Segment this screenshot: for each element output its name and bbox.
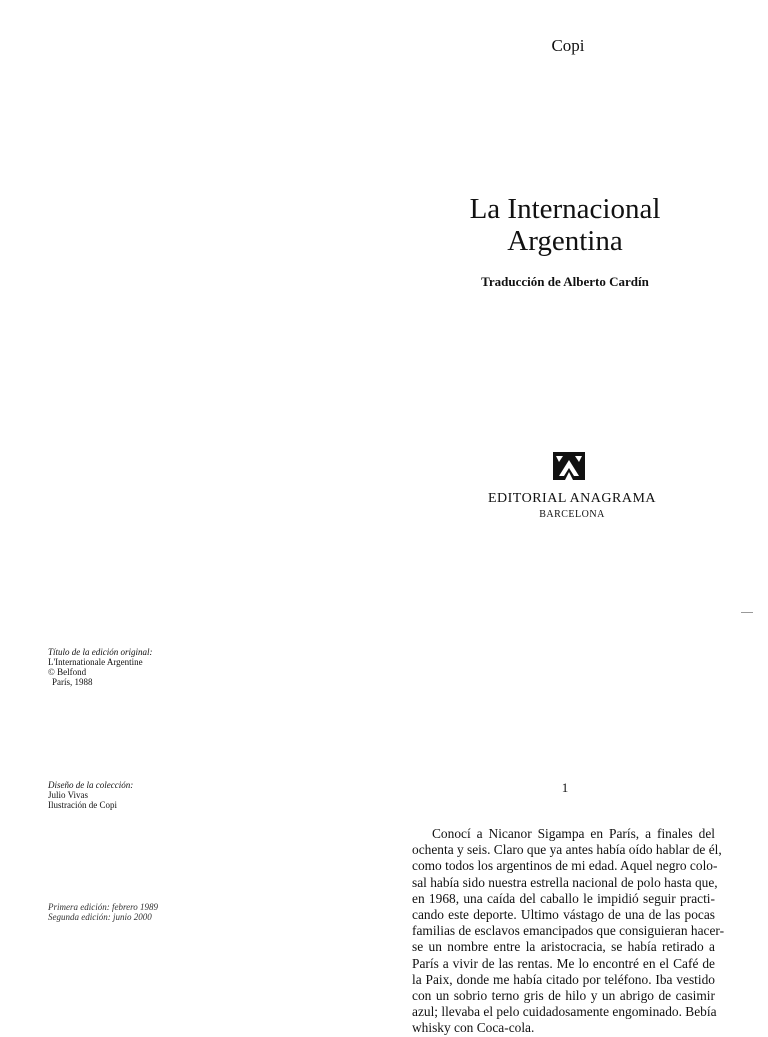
publisher-name: EDITORIAL ANAGRAMA — [487, 491, 657, 506]
copyright-line: © Belfond — [48, 667, 87, 677]
design-label: Diseño de la colección: — [48, 780, 134, 790]
page-edge-mark — [741, 612, 753, 613]
body-line: ochenta y seis. Claro que ya antes había oído hablar de él, — [412, 842, 722, 858]
body-line: whisky con Coca-cola. — [412, 1020, 535, 1036]
original-title: L'Internationale Argentine — [48, 657, 143, 667]
body-line: cando este deporte. Ultimo vástago de una de las pocas — [412, 907, 715, 923]
design-credits — [48, 780, 248, 810]
designer-name: Julio Vivas — [48, 790, 89, 800]
original-title-label: Título de la edición original: — [48, 647, 153, 657]
anagrama-logo-icon — [553, 452, 585, 480]
second-edition: Segunda edición: junio 2000 — [48, 912, 152, 922]
body-line: sal había sido nuestra estrella nacional de polo hasta que, — [412, 874, 718, 890]
body-line: Conocí a Nicanor Sigampa en París, a finales del — [432, 826, 715, 841]
book-title-line-1: La Internacional — [469, 193, 661, 225]
body-line: con un sobrio terno gris de hilo y un abrigo de casimir — [412, 988, 715, 1004]
book-title-line-2: Argentina — [507, 225, 623, 257]
translator-credit: Traducción de Alberto Cardín — [481, 274, 649, 289]
author-name: Copi — [551, 36, 585, 55]
book-title — [440, 193, 690, 257]
body-line: se un nombre entre la aristocracia, se había retirado a — [412, 939, 715, 955]
body-line: la Paix, donde me había citado por teléfono. Iba vestido — [412, 971, 715, 987]
first-edition: Primera edición: febrero 1989 — [48, 902, 159, 912]
chapter-body — [412, 826, 725, 1037]
chapter-number: 1 — [561, 780, 569, 795]
body-line: en 1968, una caída del caballo le impidió seguir practi- — [412, 890, 715, 906]
body-line: como todos los argentinos de mi edad. Aquel negro colo- — [412, 858, 718, 874]
illustration-credit: Ilustración de Copi — [48, 800, 117, 810]
publisher-city: BARCELONA — [539, 509, 605, 520]
original-edition-info — [48, 647, 248, 687]
place-year: París, 1988 — [52, 677, 93, 687]
body-line: azul; llevaba el pelo cuidadosamente engominado. Bebía — [412, 1004, 717, 1020]
edition-history — [48, 902, 248, 922]
body-line: familias de esclavos emancipados que consiguieran hacer- — [412, 923, 725, 939]
body-line: París a vivir de las rentas. Me lo encontré en el Café de — [412, 955, 715, 971]
